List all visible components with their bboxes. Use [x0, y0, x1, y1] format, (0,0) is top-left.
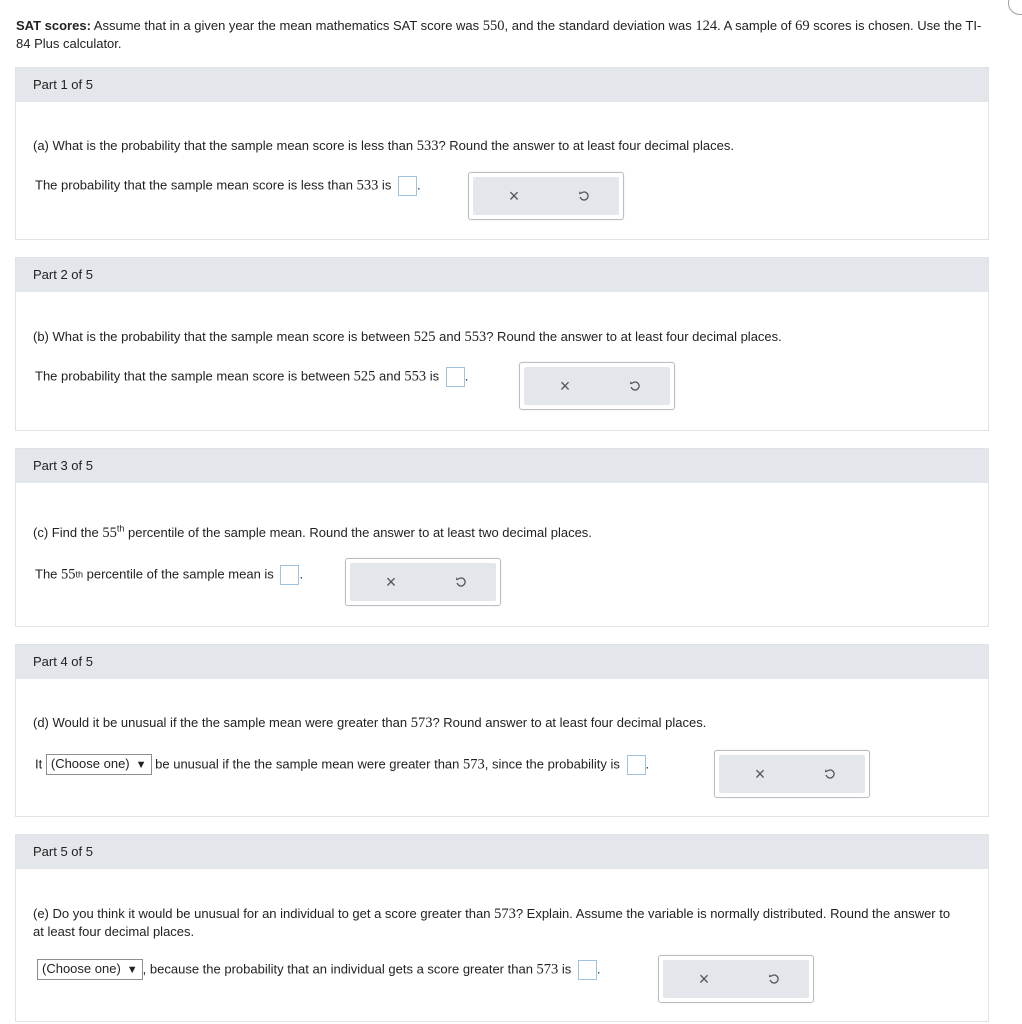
part-5-question: (e) Do you think it would be unusual for an individual to get a score greater than 573? Explain. Assume the variable is normally distributed. Round the answer to at least four decimal places.: [33, 906, 951, 939]
part-4-answer-line: It (Choose one) ▼ be unusual if the the sample mean were greater than 573, since the probability is .: [35, 753, 649, 776]
clear-button[interactable]: [669, 960, 739, 998]
part-5-choose-one-select[interactable]: (Choose one) ▼: [37, 959, 143, 980]
close-x-icon: ×: [508, 185, 520, 206]
close-x-icon: ×: [559, 375, 571, 396]
undo-icon: [455, 576, 467, 588]
undo-icon: [578, 190, 590, 202]
close-x-icon: ×: [698, 968, 710, 989]
close-x-icon: ×: [385, 571, 397, 592]
part-3-answer-line: The 55th percentile of the sample mean is .: [35, 566, 304, 583]
undo-button[interactable]: [600, 367, 670, 405]
part-3-question: (c) Find the 55th percentile of the sample mean. Round the answer to at least two decimal places.: [33, 523, 592, 541]
part-1-question: (a) What is the probability that the sample mean score is less than 533? Round the answer to at least four decimal places.: [33, 138, 734, 154]
part-2-panel: [15, 257, 989, 431]
undo-button[interactable]: [795, 755, 865, 793]
triangle-down-icon: ▼: [135, 759, 147, 772]
part-5-header: Part 5 of 5: [16, 835, 988, 869]
part-5-tools: [658, 955, 814, 1003]
undo-button[interactable]: [739, 960, 809, 998]
undo-icon: [824, 768, 836, 780]
part-2-header: Part 2 of 5: [16, 258, 988, 292]
clear-button[interactable]: [725, 755, 795, 793]
undo-icon: [629, 380, 641, 392]
part-3-panel: [15, 448, 989, 627]
part-5-panel: [15, 834, 989, 1022]
part-2-answer-input[interactable]: [446, 367, 465, 387]
problem-title: SAT scores:: [16, 18, 91, 33]
part-4-header: Part 4 of 5: [16, 645, 988, 679]
clear-button[interactable]: [356, 563, 426, 601]
part-4-answer-input[interactable]: [627, 755, 646, 775]
part-4-question: (d) Would it be unusual if the the sample mean were greater than 573? Round answer to at least four decimal places.: [33, 715, 707, 731]
part-4-panel: [15, 644, 989, 817]
clear-button[interactable]: [530, 367, 600, 405]
problem-statement: SAT scores: Assume that in a given year the mean mathematics SAT score was 550, and the standard deviation was 124. A sample of 69 scores is chosen. Use the TI-84 Plus calculator.: [16, 18, 982, 51]
close-x-icon: ×: [754, 763, 766, 784]
triangle-down-icon: ▼: [126, 964, 138, 977]
part-1-answer-input[interactable]: [398, 176, 417, 196]
undo-icon: [768, 973, 780, 985]
part-3-tools: [345, 558, 501, 606]
part-4-tools: [714, 750, 870, 798]
part-5-answer-line: (Choose one) ▼ , because the probability that an individual gets a score greater than 573 is .: [37, 958, 601, 981]
part-1-tools: [468, 172, 624, 220]
undo-button[interactable]: [426, 563, 496, 601]
part-5-answer-input[interactable]: [578, 960, 597, 980]
part-1-panel: [15, 67, 989, 240]
part-1-header: Part 1 of 5: [16, 68, 988, 102]
scroll-edge-button[interactable]: [1008, 0, 1022, 15]
part-3-answer-input[interactable]: [280, 565, 299, 585]
part-1-answer-line: The probability that the sample mean score is less than 533 is .: [35, 177, 421, 194]
part-2-answer-line: The probability that the sample mean score is between 525 and 553 is .: [35, 368, 469, 385]
undo-button[interactable]: [549, 177, 619, 215]
part-2-question: (b) What is the probability that the sample mean score is between 525 and 553? Round the answer to at least four decimal places.: [33, 329, 782, 345]
clear-button[interactable]: [479, 177, 549, 215]
part-4-choose-one-select[interactable]: (Choose one) ▼: [46, 754, 152, 775]
part-3-header: Part 3 of 5: [16, 449, 988, 483]
part-2-tools: [519, 362, 675, 410]
